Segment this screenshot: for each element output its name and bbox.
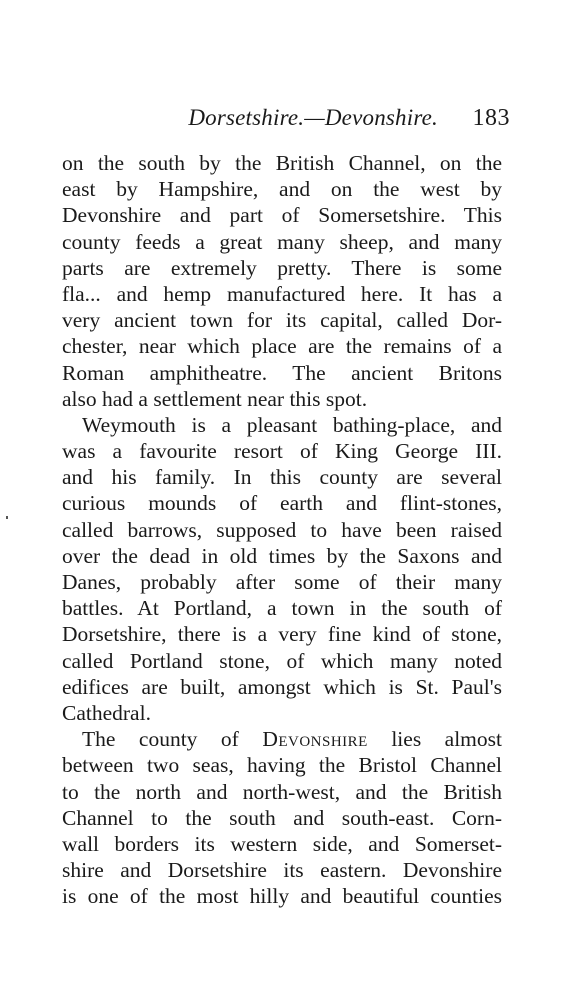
text-line: was a favourite resort of King George III. — [62, 439, 502, 464]
text-line: Danes, probably after some of their many — [62, 570, 502, 594]
paragraph — [62, 150, 502, 412]
text-line: east by Hampshire, and on the west by — [62, 177, 502, 202]
running-head: Dorsetshire.—Devonshire. — [188, 105, 438, 130]
text-line: very ancient town for its capital, called Dor- — [62, 308, 502, 333]
text-line: county feeds a great many sheep, and many — [62, 229, 502, 254]
body-text — [62, 150, 502, 909]
paragraph — [62, 726, 502, 909]
text-line: also had a settlement near this spot. — [62, 386, 368, 411]
paragraph — [62, 412, 502, 726]
text-run: The county of — [82, 727, 263, 752]
text-line: called barrows, supposed to have been raised — [62, 517, 502, 542]
text-line: and his family. In this county are several — [62, 465, 502, 490]
text-line: to the north and north-west, and the British — [62, 779, 502, 804]
text-line: curious mounds of earth and flint-stones, — [62, 491, 502, 516]
text-line: Cathedral. — [62, 700, 151, 725]
page-number: 183 — [472, 105, 510, 131]
text-line: between two seas, having the Bristol Channel — [62, 753, 502, 778]
text-line: Weymouth is a pleasant bathing-place, and — [82, 412, 502, 437]
county-name-smallcaps: Devonshire — [262, 727, 368, 752]
text-run: lies almost — [367, 727, 502, 752]
text-line: on the south by the British Channel, on the — [62, 151, 502, 175]
text-line: battles. At Portland, a town in the south of — [62, 596, 502, 621]
text-line: Channel to the south and south-east. Corn- — [62, 805, 502, 830]
text-line: over the dead in old times by the Saxons and — [62, 543, 502, 568]
text-line: edifices are built, amongst which is St. Paul's — [62, 674, 502, 699]
text-line: chester, near which place are the remains of a — [62, 334, 502, 359]
text-line: wall borders its western side, and Somerset- — [62, 831, 502, 856]
text-line: is one of the most hilly and beautiful counties — [62, 884, 502, 909]
text-line: Dorsetshire, there is a very fine kind of stone, — [62, 622, 502, 647]
text-line: fla... and hemp manufactured here. It has a — [62, 281, 502, 306]
text-line: parts are extremely pretty. There is some — [62, 255, 502, 280]
text-line: Roman amphitheatre. The ancient Britons — [62, 360, 502, 385]
text-line: Devonshire and part of Somersetshire. This — [62, 203, 502, 228]
stray-ink-mark — [6, 516, 8, 519]
text-line: shire and Dorsetshire its eastern. Devonshire — [62, 858, 502, 883]
text-line: called Portland stone, of which many noted — [62, 648, 502, 673]
text-line — [62, 726, 502, 752]
page-header — [60, 105, 510, 139]
